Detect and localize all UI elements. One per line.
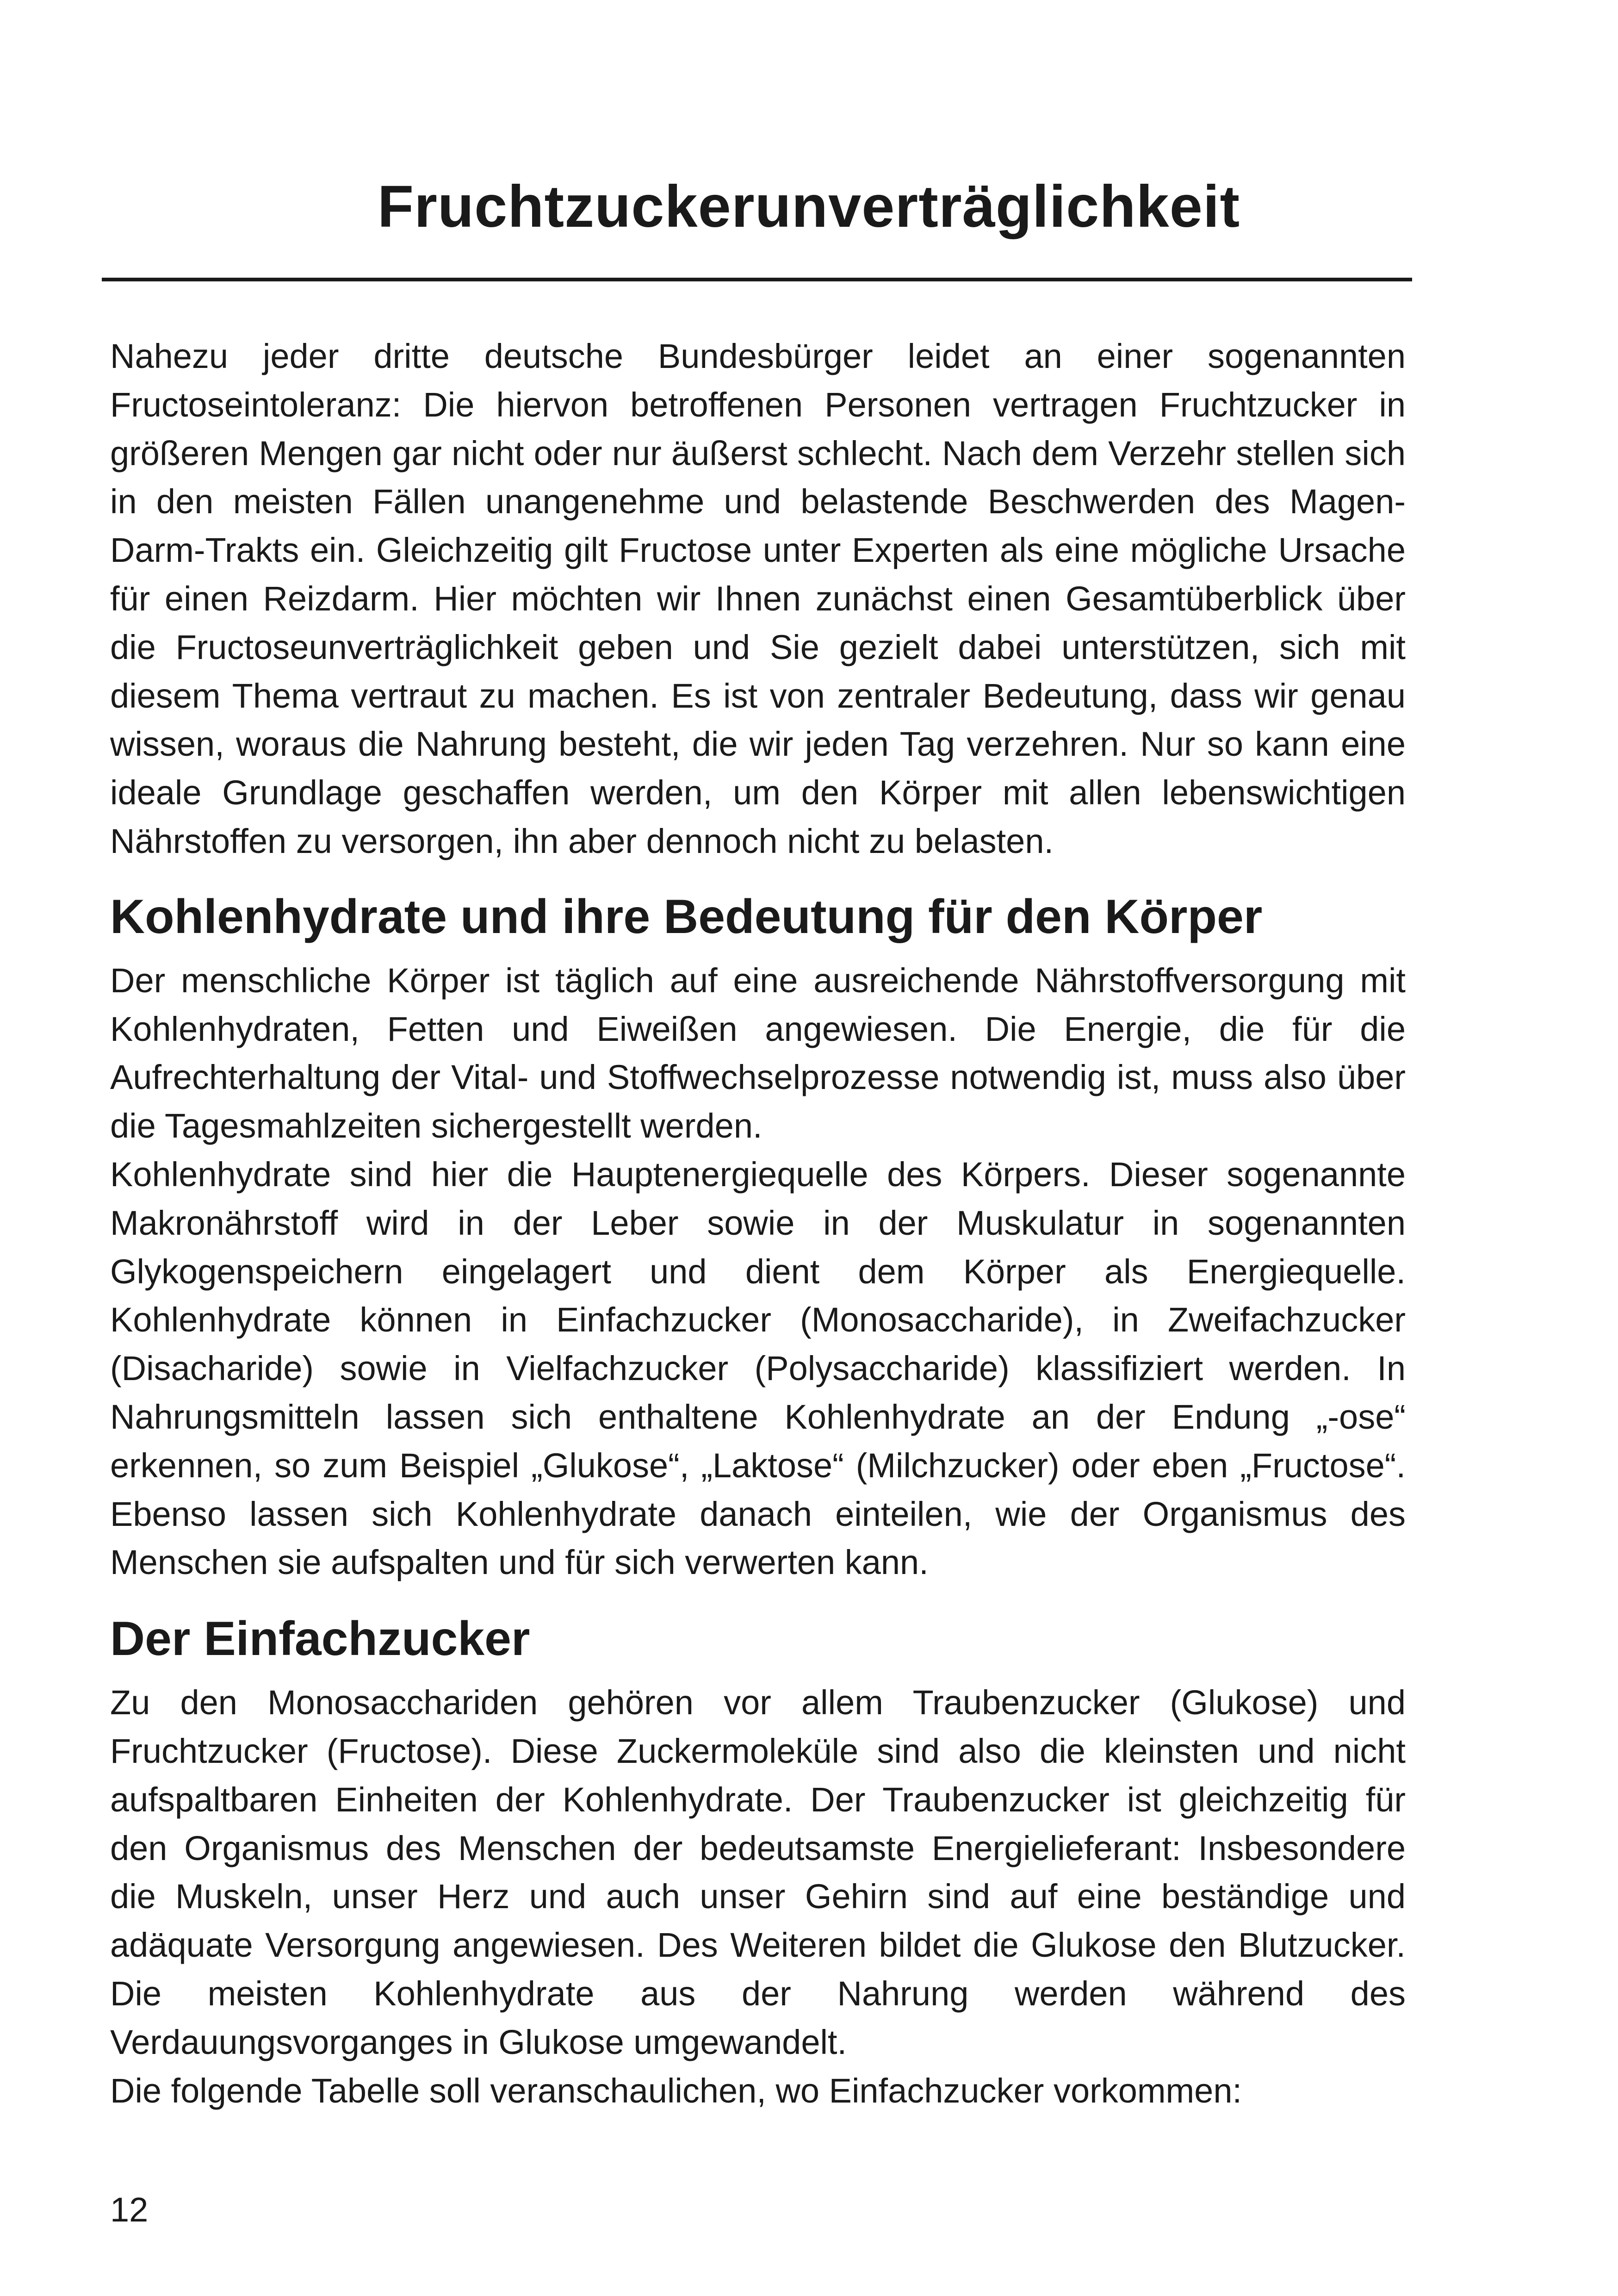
section-heading-einfachzucker: Der Einfachzucker [110,1612,530,1666]
intro-paragraph: Nahezu jeder dritte deutsche Bundesbürger leidet an einer sogenannten Fructoseintoleranz: Die hiervon betroffenen Personen vertragen Fruchtzucker in größeren Mengen gar nicht oder nur äußerst schlecht. Nach dem Verzehr stellen sich in den meisten Fällen unangenehme und belastende Beschwerden des Magen-Darm-Trakts ein. Gleichzeitig gilt Fructose unter Experten als eine mögliche Ursache für einen Reizdarm. Hier möchten wir Ihnen zunächst einen Gesamtüberblick über die Fructoseunverträglichkeit geben und Sie gezielt dabei unterstützen, sich mit diesem Thema vertraut zu machen. Es ist von zentraler Bedeutung, dass wir genau wissen, woraus die Nahrung besteht, die wir jeden Tag verzehren. Nur so kann eine ideale Grundlage geschaffen werden, um den Körper mit allen lebenswichtigen Nährstoffen zu versorgen, ihn aber dennoch nicht zu belasten. [110,337,1406,860]
title-divider [102,278,1412,281]
page-title: Fruchtzuckerunverträglichkeit [377,174,1240,240]
section-paragraph: Zu den Monosacchariden gehören vor allem Traubenzucker (Glukose) und Fruchtzucker (Fructose). Diese Zuckermoleküle sind also die kleinsten und nicht aufspaltbaren Einheiten der Kohlenhydrate. Der Traubenzucker ist gleichzeitig für den Organismus des Menschen der bedeutsamste Energielieferant: Insbesondere die Muskeln, unser Herz und auch unser Gehirn sind auf eine beständige und adäquate Versorgung angewiesen. Des Weiteren bildet die Glukose den Blutzucker. Die meisten Kohlenhydrate aus der Nahrung werden während des Verdauungsvorganges in Glukose umgewandelt. [110,1683,1406,2061]
section-heading-kohlenhydrate: Kohlenhydrate und ihre Bedeutung für den Körper [110,890,1263,944]
page-number: 12 [110,2190,149,2229]
section-paragraph: Die folgende Tabelle soll veranschaulichen, wo Einfachzucker vorkommen: [110,2071,1242,2110]
section-paragraph: Der menschliche Körper ist täglich auf eine ausreichende Nährstoffversorgung mit Kohlenhydraten, Fetten und Eiweißen angewiesen. Die Energie, die für die Aufrechterhaltung der Vital- und Stoffwechselprozesse notwendig ist, muss also über die Tagesmahlzeiten sichergestellt werden. [110,961,1406,1145]
section-paragraph: Kohlenhydrate sind hier die Hauptenergiequelle des Körpers. Dieser sogenannte Makronährstoff wird in der Leber sowie in der Muskulatur in sogenannten Glykogenspeichern eingelagert und dient dem Körper als Energiequelle. Kohlenhydrate können in Einfachzucker (Monosaccharide), in Zweifachzucker (Disacharide) sowie in Vielfachzucker (Polysaccharide) klassifiziert werden. In Nahrungsmitteln lassen sich enthaltene Kohlenhydrate an der Endung „-ose“ erkennen, so zum Beispiel „Glukose“, „Laktose“ (Milchzucker) oder eben „Fructose“. Ebenso lassen sich Kohlenhydrate danach einteilen, wie der Organismus des Menschen sie aufspalten und für sich verwerten kann. [110,1155,1406,1582]
text-column [110,332,1406,2115]
